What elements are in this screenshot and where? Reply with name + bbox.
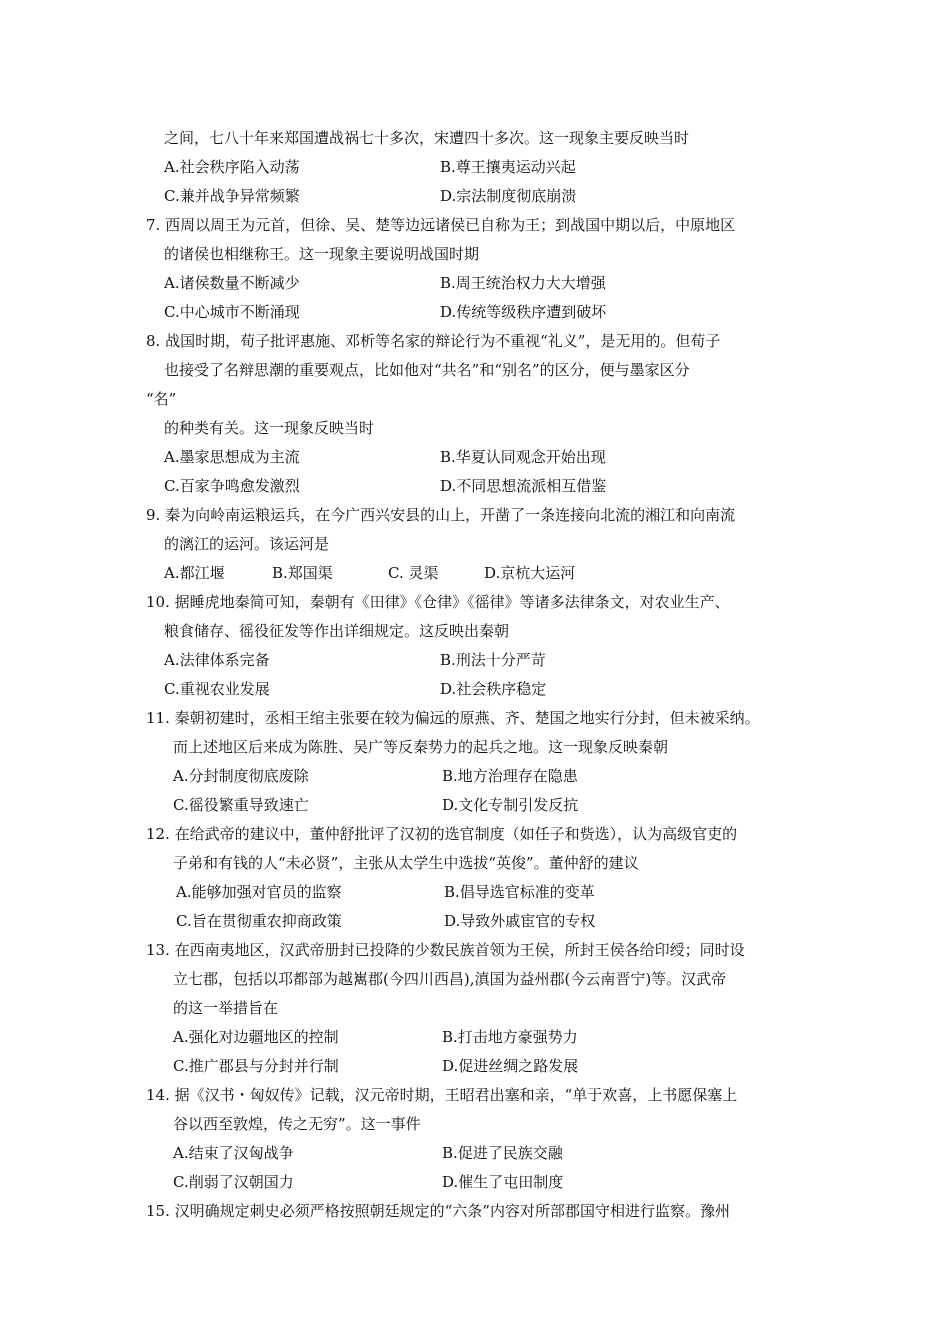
q6-stem-continued: 之间，七八十年来郑国遭战祸七十多次，宋遭四十多次。这一现象主要反映当时 <box>164 129 690 147</box>
q14-option-d[interactable]: D.催生了屯田制度 <box>442 1173 564 1191</box>
q12-option-c[interactable]: C.旨在贯彻重农抑商政策 <box>176 912 342 930</box>
q9-option-a[interactable]: A.都江堰 <box>164 564 225 582</box>
q7-stem-line2: 的诸侯也相继称王。这一现象主要说明战国时期 <box>164 245 480 263</box>
q12-stem-line2: 子弟和有钱的人“未必贤”，主张从太学生中选拔“英俊”。董仲舒的建议 <box>173 854 639 872</box>
q7-option-a[interactable]: A.诸侯数量不断减少 <box>164 274 300 292</box>
q11-option-d[interactable]: D.文化专制引发反抗 <box>442 796 579 814</box>
q9-stem-line2: 的漓江的运河。该运河是 <box>164 535 330 553</box>
q10-option-a[interactable]: A.法律体系完备 <box>164 651 270 669</box>
q8-stem-line3: “名” <box>146 390 177 408</box>
q14-option-c[interactable]: C.削弱了汉朝国力 <box>173 1173 294 1191</box>
q11-option-b[interactable]: B.地方治理存在隐患 <box>442 767 578 785</box>
q11-option-c[interactable]: C.徭役繁重导致速亡 <box>173 796 309 814</box>
q13-option-c[interactable]: C.推广郡县与分封并行制 <box>173 1057 339 1075</box>
q11-option-a[interactable]: A.分封制度彻底废除 <box>173 767 309 785</box>
q8-option-d[interactable]: D.不同思想流派相互借鉴 <box>440 477 607 495</box>
q11-stem-line1: 11. 秦朝初建时，丞相王绾主张要在较为偏远的原燕、齐、楚国之地实行分封，但未被采纳。 <box>146 709 760 727</box>
q10-stem-line2: 粮食储存、徭役征发等作出详细规定。这反映出秦朝 <box>164 622 510 640</box>
q9-option-d[interactable]: D.京杭大运河 <box>484 564 576 582</box>
q11-stem-line2: 而上述地区后来成为陈胜、吴广等反秦势力的起兵之地。这一现象反映秦朝 <box>173 738 669 756</box>
q15-stem-line1: 15. 汉明确规定刺史必须严格按照朝廷规定的“六条”内容对所部郡国守相进行监察。豫州 <box>146 1202 730 1220</box>
q13-stem-line3: 的这一举措旨在 <box>173 999 279 1017</box>
q12-option-a[interactable]: A.能够加强对官员的监察 <box>176 883 342 901</box>
q14-option-b[interactable]: B.促进了民族交融 <box>442 1144 563 1162</box>
q10-stem-line1: 10. 据睡虎地秦简可知，秦朝有《田律》《仓律》《徭律》等诸多法律条文，对农业生产、 <box>146 593 730 611</box>
q8-stem-line2: 也接受了名辩思潮的重要观点，比如他对“共名”和“别名”的区分，便与墨家区分 <box>164 361 690 379</box>
q9-stem-line1: 9. 秦为向岭南运粮运兵，在今广西兴安县的山上，开凿了一条连接向北流的湘江和向南流 <box>146 506 736 524</box>
q7-option-c[interactable]: C.中心城市不断涌现 <box>164 303 300 321</box>
q8-option-c[interactable]: C.百家争鸣愈发激烈 <box>164 477 300 495</box>
q14-stem-line1: 14. 据《汉书・匈奴传》记载，汉元帝时期，王昭君出塞和亲，“单于欢喜，上书愿保塞上 <box>146 1086 738 1104</box>
q13-stem-line1: 13. 在西南夷地区，汉武帝册封已投降的少数民族首领为王侯，所封王侯各给印绶；同时设 <box>146 941 745 959</box>
q6-option-c[interactable]: C.兼并战争异常频繁 <box>164 187 300 205</box>
q13-option-b[interactable]: B.打击地方豪强势力 <box>442 1028 578 1046</box>
q8-option-b[interactable]: B.华夏认同观念开始出现 <box>440 448 606 466</box>
q9-option-b[interactable]: B.郑国渠 <box>272 564 333 582</box>
q6-option-d[interactable]: D.宗法制度彻底崩溃 <box>440 187 577 205</box>
q6-option-a[interactable]: A.社会秩序陷入动荡 <box>164 158 300 176</box>
q12-option-d[interactable]: D.导致外戚宦官的专权 <box>444 912 596 930</box>
q8-stem-line1: 8. 战国时期，荀子批评惠施、邓析等名家的辩论行为不重视“礼义”，是无用的。但荀子 <box>146 332 721 350</box>
q7-stem-line1: 7. 西周以周王为元首，但徐、吴、楚等边远诸侯已自称为王；到战国中期以后，中原地区 <box>146 216 736 234</box>
q14-option-a[interactable]: A.结束了汉匈战争 <box>173 1144 294 1162</box>
q14-stem-line2: 谷以西至敦煌，传之无穷”。这一事件 <box>173 1115 421 1133</box>
q8-stem-line4: 的种类有关。这一现象反映当时 <box>164 419 375 437</box>
q7-option-b[interactable]: B.周王统治权力大大增强 <box>440 274 606 292</box>
q12-stem-line1: 12. 在给武帝的建议中，董仲舒批评了汉初的选官制度（如任子和赀选），认为高级官吏的 <box>146 825 738 843</box>
q13-stem-line2: 立七郡，包括以邛都部为越嶲郡(今四川西昌),滇国为益州郡(今云南晋宁)等。汉武帝 <box>173 970 727 988</box>
q12-option-b[interactable]: B.倡导选官标准的变革 <box>444 883 595 901</box>
q9-option-c[interactable]: C. 灵渠 <box>388 564 439 582</box>
q10-option-c[interactable]: C.重视农业发展 <box>164 680 270 698</box>
q10-option-b[interactable]: B.刑法十分严苛 <box>440 651 546 669</box>
q6-option-b[interactable]: B.尊王攘夷运动兴起 <box>440 158 576 176</box>
q10-option-d[interactable]: D.社会秩序稳定 <box>440 680 547 698</box>
q8-option-a[interactable]: A.墨家思想成为主流 <box>164 448 300 466</box>
q13-option-d[interactable]: D.促进丝绸之路发展 <box>442 1057 579 1075</box>
q7-option-d[interactable]: D.传统等级秩序遭到破坏 <box>440 303 607 321</box>
q13-option-a[interactable]: A.强化对边疆地区的控制 <box>173 1028 339 1046</box>
